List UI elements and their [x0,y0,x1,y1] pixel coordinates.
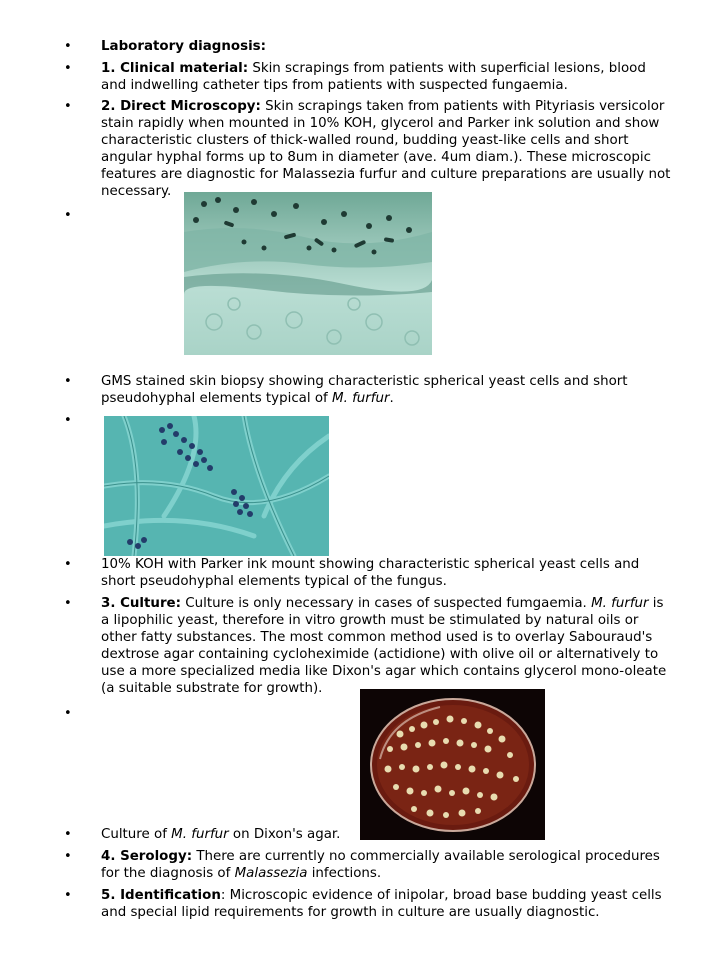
bullet: • [64,827,72,842]
bullet: • [64,99,72,114]
gms-caption [101,373,671,407]
identification-label: 5. Identification [101,888,221,903]
clinical-material-item [101,60,671,94]
culture-text-2: is a lipophilic yeast, therefore in vitro growth must be stimulated by natural oils or other fatty substances. The most common method used is to overlay Sabouraud's dextrose agar containing cycloheximide (actidione) with olive oil or alternatively to use a more specialized media like Dixon's agar which contains glycerol mono-oleate (a suitable substrate for growth). [101,596,667,696]
section-heading [101,38,671,55]
bullet: • [64,596,72,611]
koh-caption-text: 10% KOH with Parker ink mount showing characteristic spherical yeast cells and short pseudohyphal elements typical of the fungus. [101,557,640,589]
heading-text: Laboratory diagnosis: [101,39,267,54]
bullet: • [64,61,72,76]
species-name: M. furfur [332,391,390,406]
serology-text-1: There are currently no commercially available serological procedures for the diagnosis of [101,849,660,881]
serology-text-2: infections. [307,866,382,881]
species-name: M. furfur [591,596,649,611]
bullet: • [64,888,72,903]
microscopy-text: Skin scrapings taken from patients with Pityriasis versicolor stain rapidly when mounted in 10% KOH, glycerol and Parker ink solution and show characteristic clusters of thick-walled round, budding yeast-like cells and short angular hyphal forms up to 8um in diameter (ave. 4um diam.). These microscopic features are diagnostic for Malassezia furfur and culture preparations are usually not necessary. [101,99,671,199]
culture-caption-text: Culture of [101,827,172,842]
culture-plate-image [360,689,545,840]
culture-item [101,595,671,697]
culture-text-1: Culture is only necessary in cases of suspected fumgaemia. [181,596,592,611]
bullet: • [64,557,72,572]
bullet: • [64,706,72,721]
bullet: • [64,39,72,54]
koh-caption [101,556,671,590]
culture-caption-end: on Dixon's agar. [228,827,341,842]
microscopy-label: 2. Direct Microscopy: [101,99,261,114]
direct-microscopy-item [101,98,671,200]
gms-biopsy-image [184,192,432,355]
bullet: • [64,413,72,428]
serology-item [101,848,671,882]
bullet: • [64,849,72,864]
species-name: M. furfur [171,827,229,842]
identification-text: : Microscopic evidence of inipolar, broad base budding yeast cells and special lipid requirements for growth in culture are usually diagnostic. [101,888,662,920]
gms-caption-end: . [389,391,394,406]
identification-item [101,887,671,921]
culture-caption [101,826,671,843]
culture-label: 3. Culture: [101,596,181,611]
bullet: • [64,374,72,389]
bullet: • [64,208,72,223]
clinical-text: Skin scrapings from patients with superficial lesions, blood and indwelling catheter tips from patients with suspected fungaemia. [101,61,646,93]
gms-caption-text: GMS stained skin biopsy showing characteristic spherical yeast cells and short pseudohyphal elements typical of [101,374,628,406]
genus-name: Malassezia [234,866,308,881]
clinical-label: 1. Clinical material: [101,61,249,76]
koh-mount-image [104,416,329,556]
serology-label: 4. Serology: [101,849,193,864]
